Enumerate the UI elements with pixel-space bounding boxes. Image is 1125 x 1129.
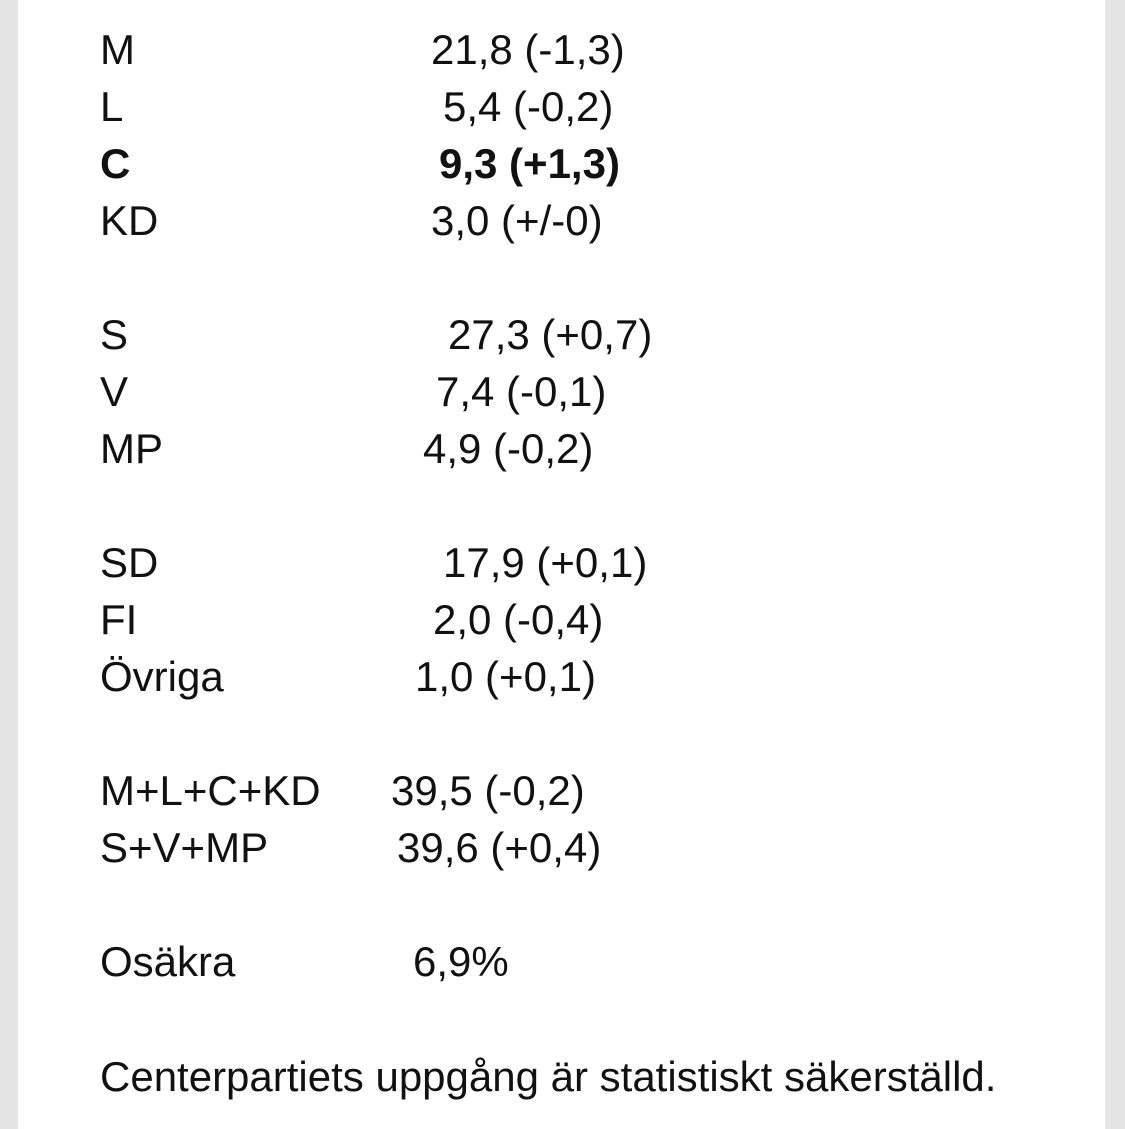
party-label: L	[100, 83, 124, 130]
party-label: KD	[100, 197, 159, 244]
party-value: 7,4 (-0,1)	[436, 368, 607, 415]
party-label: FI	[100, 596, 138, 643]
party-value: 27,3 (+0,7)	[448, 311, 653, 358]
party-value: 4,9 (-0,2)	[423, 425, 594, 472]
bloc-label: S+V+MP	[100, 824, 269, 871]
bloc-value: 39,5 (-0,2)	[391, 767, 585, 814]
party-value: 9,3 (+1,3)	[439, 140, 620, 187]
undecided-value: 6,9%	[413, 938, 509, 985]
document-sheet	[18, 0, 1105, 1129]
party-value: 3,0 (+/-0)	[431, 197, 603, 244]
undecided-label: Osäkra	[100, 938, 236, 985]
party-value: 2,0 (-0,4)	[433, 596, 604, 643]
party-label: M	[100, 26, 135, 73]
party-label: SD	[100, 539, 159, 586]
bloc-value: 39,6 (+0,4)	[397, 824, 602, 871]
party-value: 1,0 (+0,1)	[415, 653, 596, 700]
party-value: 5,4 (-0,2)	[443, 83, 614, 130]
party-label: Övriga	[100, 653, 224, 700]
bloc-label: M+L+C+KD	[100, 767, 321, 814]
footnote: Centerpartiets uppgång är statistiskt säkerställd.	[100, 1053, 997, 1100]
party-value: 17,9 (+0,1)	[443, 539, 648, 586]
party-label: C	[100, 140, 131, 187]
party-label: V	[100, 368, 129, 415]
party-label: S	[100, 311, 129, 358]
party-label: MP	[100, 425, 163, 472]
party-value: 21,8 (-1,3)	[431, 26, 625, 73]
